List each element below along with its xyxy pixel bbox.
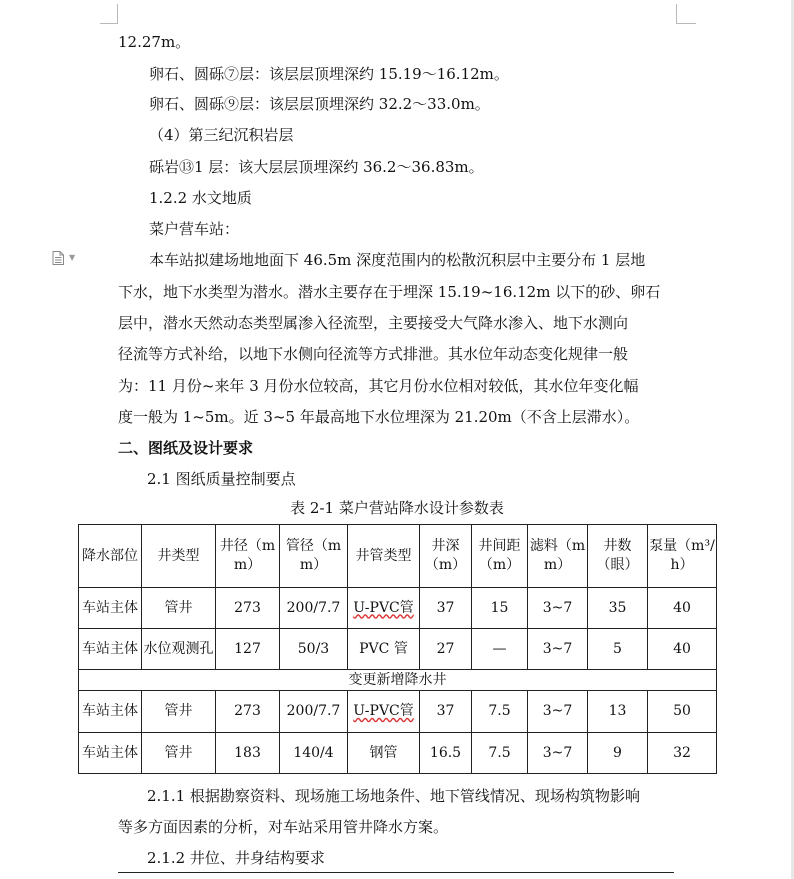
table-cell: 127 xyxy=(216,629,280,670)
table-row xyxy=(79,629,717,670)
header-cell: 井深（m） xyxy=(420,525,472,588)
parameters-table xyxy=(78,524,717,774)
table-cell: 7.5 xyxy=(472,691,528,733)
paragraph-line: 砾岩⑬1 层：该大层层顶埋深约 36.2～36.83m。 xyxy=(149,158,484,176)
table-cell: 车站主体 xyxy=(79,629,142,670)
paragraph-line: 菜户营车站： xyxy=(149,220,240,238)
table-cell: 3~7 xyxy=(528,629,588,670)
header-cell: 井数（眼） xyxy=(588,525,648,588)
table-cell: 5 xyxy=(588,629,648,670)
table-section-row xyxy=(79,670,717,691)
table-cell: 15 xyxy=(472,588,528,629)
table-cell: 183 xyxy=(216,733,280,774)
paragraph-line: 下水，地下水类型为潜水。潜水主要存在于埋深 15.19~16.12m 以下的砂、卵石 xyxy=(118,283,661,301)
table-cell: 273 xyxy=(216,588,280,629)
paragraph-line: 度一般为 1~5m。近 3~5 年最高地下水位埋深为 21.20m（不含上层滞水）。 xyxy=(118,408,640,426)
header-cell: 井径（mm） xyxy=(216,525,280,588)
paragraph-line: （4）第三纪沉积岩层 xyxy=(149,126,294,144)
section-heading: 1.2.2 水文地质 xyxy=(149,189,252,207)
table-cell: 车站主体 xyxy=(79,691,142,733)
paragraph-line: 卵石、圆砾⑦层：该层层顶埋深约 15.19～16.12m。 xyxy=(149,65,509,83)
dropdown-arrow-icon[interactable]: ▼ xyxy=(69,253,76,262)
crop-mark-top-right-vertical xyxy=(676,4,677,24)
table-cell: PVC 管 xyxy=(348,629,420,670)
table-row xyxy=(79,588,717,629)
table-cell: 16.5 xyxy=(420,733,472,774)
next-table-top-border xyxy=(118,872,674,873)
table-cell: 3~7 xyxy=(528,588,588,629)
paragraph-line: 2.1.1 根据勘察资料、现场施工场地条件、地下管线情况、现场构筑物影响 xyxy=(147,787,640,805)
table-cell xyxy=(348,588,420,629)
crop-mark-top-left-horizontal xyxy=(100,23,118,24)
table-cell: 200/7.7 xyxy=(280,691,348,733)
table-cell: 7.5 xyxy=(472,733,528,774)
table-cell: 管井 xyxy=(142,691,216,733)
table-row xyxy=(79,691,717,733)
paragraph-line: 12.27m。 xyxy=(118,33,191,51)
paragraph-line: 卵石、圆砾⑨层：该层层顶埋深约 32.2～33.0m。 xyxy=(149,95,490,113)
table-cell: 40 xyxy=(648,588,717,629)
table-row xyxy=(79,733,717,774)
table-cell: 50 xyxy=(648,691,717,733)
table-cell: 3~7 xyxy=(528,733,588,774)
table-cell: 40 xyxy=(648,629,717,670)
table-cell: 140/4 xyxy=(280,733,348,774)
crop-mark-top-right-horizontal xyxy=(676,23,696,24)
section-label-cell: 变更新增降水井 xyxy=(79,670,717,691)
table-cell: 37 xyxy=(420,691,472,733)
paragraph-line: 等多方面因素的分析，对车站采用管井降水方案。 xyxy=(118,818,449,836)
table-cell: 13 xyxy=(588,691,648,733)
header-cell: 滤料（mm） xyxy=(528,525,588,588)
table-cell: 37 xyxy=(420,588,472,629)
header-cell: 井管类型 xyxy=(348,525,420,588)
table-cell: 50/3 xyxy=(280,629,348,670)
header-cell: 降水部位 xyxy=(79,525,142,588)
document-icon[interactable] xyxy=(52,251,64,265)
spellcheck-text: U-PVC管 xyxy=(353,703,414,719)
table-cell: 9 xyxy=(588,733,648,774)
table-cell: 车站主体 xyxy=(79,588,142,629)
paragraph-line: 本车站拟建场地地面下 46.5m 深度范围内的松散沉积层中主要分布 1 层地 xyxy=(149,251,646,269)
crop-mark-top-left-vertical xyxy=(117,4,118,24)
table-cell: 水位观测孔 xyxy=(142,629,216,670)
table-cell: 27 xyxy=(420,629,472,670)
table-cell: 273 xyxy=(216,691,280,733)
table-cell: 钢管 xyxy=(348,733,420,774)
header-cell: 井类型 xyxy=(142,525,216,588)
table-cell: 管井 xyxy=(142,588,216,629)
paragraph-line: 层中，潜水天然动态类型属渗入径流型，主要接受大气降水渗入、地下水测向 xyxy=(118,314,629,332)
table-cell: 3~7 xyxy=(528,691,588,733)
table-cell xyxy=(348,691,420,733)
table-header-row xyxy=(79,525,717,588)
header-cell: 井间距（m） xyxy=(472,525,528,588)
section-heading: 2.1.2 井位、井身结构要求 xyxy=(147,849,325,867)
section-heading: 2.1 图纸质量控制要点 xyxy=(147,470,296,488)
table-cell: 32 xyxy=(648,733,717,774)
header-cell: 管径（mm） xyxy=(280,525,348,588)
paragraph-line: 径流等方式补给，以地下水侧向径流等方式排泄。其水位年动态变化规律一般 xyxy=(118,345,629,363)
spellcheck-text: U-PVC管 xyxy=(353,599,414,616)
table-caption: 表 2-1 菜户营站降水设计参数表 xyxy=(290,499,504,517)
paragraph-line: 为：11 月份~来年 3 月份水位较高，其它月份水位相对较低，其水位年变化幅 xyxy=(118,377,639,395)
table-cell: 35 xyxy=(588,588,648,629)
table-cell: — xyxy=(472,629,528,670)
table-cell: 管井 xyxy=(142,733,216,774)
table-cell: 车站主体 xyxy=(79,733,142,774)
chapter-heading: 二、图纸及设计要求 xyxy=(118,439,254,457)
table-cell: 200/7.7 xyxy=(280,588,348,629)
header-cell: 泵量（m³/h） xyxy=(648,525,717,588)
